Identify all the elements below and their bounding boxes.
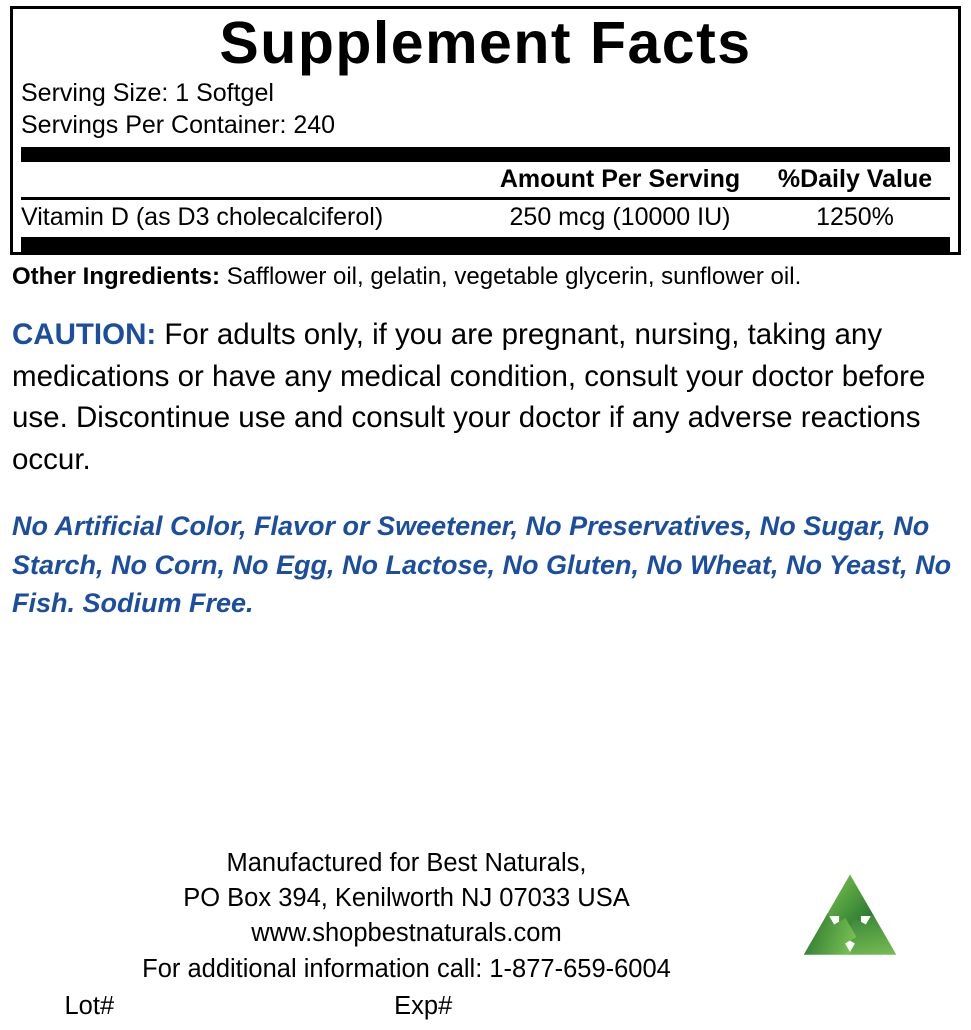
footer-inner (12, 846, 959, 1024)
website-line: www.shopbestnaturals.com (251, 919, 562, 948)
serving-size-text: Serving Size: 1 Softgel (21, 78, 274, 107)
supplement-facts-label (0, 6, 971, 1030)
recycle-icon (775, 868, 925, 988)
table-header-daily-value: %Daily Value (777, 164, 933, 193)
table-header-nutrient (21, 162, 480, 197)
other-ingredients-label: Other Ingredients: (12, 262, 221, 290)
nutrient-daily-value: 1250% (816, 202, 894, 231)
nutrient-amount: 250 mcg (10000 IU) (509, 202, 731, 231)
divider-thick-bottom (21, 237, 950, 252)
lot-exp-row (47, 989, 767, 1024)
page-title: Supplement Facts (219, 10, 752, 76)
lot-label: Lot# (64, 991, 115, 1020)
free-from-claims: No Artificial Color, Flavor or Sweetener, No Preservatives, No Sugar, No Starch, No Corn, No Egg, No Lactose, No Gluten, No Wheat, No Yeast, No Fish. Sodium Free. (12, 511, 952, 618)
manufacturer-info (47, 846, 767, 1024)
manufacturer-line: Manufactured for Best Naturals, (226, 849, 587, 878)
table-row (21, 200, 950, 235)
servings-per-container-text: Servings Per Container: 240 (21, 110, 336, 139)
exp-label: Exp# (394, 991, 453, 1020)
caution-statement (12, 314, 961, 482)
caution-text: For adults only, if you are pregnant, nursing, taking any medications or have any medical condition, consult your doctor before use. Discontinue use and consult your doctor if any adverse reactions occur. (12, 317, 926, 477)
table-header-row (21, 162, 950, 197)
divider-thick-top (21, 147, 950, 162)
table-header-amount: Amount Per Serving (499, 164, 741, 193)
other-ingredients-text: Safflower oil, gelatin, vegetable glycerin, sunflower oil. (220, 262, 802, 290)
nutrient-name: Vitamin D (as D3 cholecalciferol) (21, 202, 384, 231)
caution-label: CAUTION: (12, 317, 157, 351)
other-ingredients (12, 263, 961, 292)
nutrition-rows (21, 200, 950, 235)
footer (0, 846, 971, 1024)
address-line: PO Box 394, Kenilworth NJ 07033 USA (183, 884, 630, 913)
nutrition-table (21, 162, 950, 197)
phone-line: For additional information call: 1-877-659-6004 (142, 954, 671, 983)
supplement-facts-panel (10, 6, 961, 255)
